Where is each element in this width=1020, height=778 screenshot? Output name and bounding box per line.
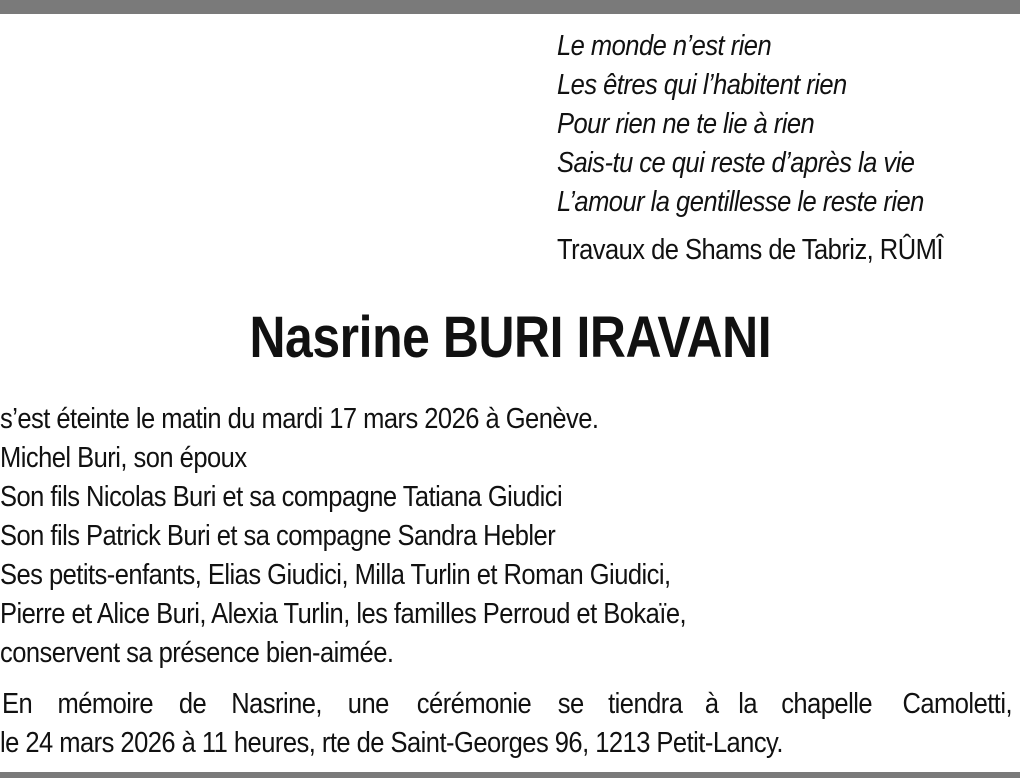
announcement-line: Ses petits-enfants, Elias Giudici, Milla Turlin et Roman Giudici,: [0, 559, 671, 591]
ceremony-word: En: [2, 688, 33, 720]
poem-line: L’amour la gentillesse le reste rien: [557, 186, 924, 218]
poem-source: Travaux de Shams de Tabriz, RÛMÎ: [557, 234, 943, 266]
announcement-line: s’est éteinte le matin du mardi 17 mars 2026 à Genève.: [0, 403, 599, 435]
ceremony-word: Nasrine,: [231, 688, 323, 720]
announcement-line: conservent sa présence bien-aimée.: [0, 637, 394, 669]
ceremony-word: Camoletti,: [902, 688, 1013, 720]
ceremony-word: à: [704, 688, 719, 720]
ceremony-line: le 24 mars 2026 à 11 heures, rte de Saint-Georges 96, 1213 Petit-Lancy.: [0, 727, 783, 759]
epigraph-poem: [557, 27, 1017, 270]
deceased-name: [0, 300, 1020, 376]
ceremony-word: de: [178, 688, 207, 720]
announcement-line: Son fils Nicolas Buri et sa compagne Tatiana Giudici: [0, 481, 563, 513]
announcement-line: Pierre et Alice Buri, Alexia Turlin, les familles Perroud et Bokaïe,: [0, 598, 687, 630]
ceremony-word: cérémonie: [416, 688, 532, 720]
deceased-name-text: Nasrine BURI IRAVANI: [249, 305, 771, 370]
ceremony-notice: [0, 685, 1020, 763]
announcement-text: [0, 400, 1020, 673]
ceremony-word: mémoire: [57, 688, 154, 720]
ceremony-word: tiendra: [607, 688, 682, 720]
ceremony-word: une: [348, 688, 390, 720]
bottom-rule: [0, 772, 1020, 778]
poem-line: Pour rien ne te lie à rien: [557, 108, 815, 140]
ceremony-word: la: [737, 688, 757, 720]
poem-line: Sais-tu ce qui reste d’après la vie: [557, 147, 915, 179]
ceremony-word: se: [557, 688, 584, 720]
poem-line: Les êtres qui l’habitent rien: [557, 69, 847, 101]
top-rule: [0, 0, 1020, 14]
ceremony-word: chapelle: [781, 688, 873, 720]
announcement-line: Son fils Patrick Buri et sa compagne Sandra Hebler: [0, 520, 556, 552]
announcement-line: Michel Buri, son époux: [0, 442, 247, 474]
ceremony-line-justified: [0, 685, 1020, 724]
poem-line: Le monde n’est rien: [557, 30, 772, 62]
